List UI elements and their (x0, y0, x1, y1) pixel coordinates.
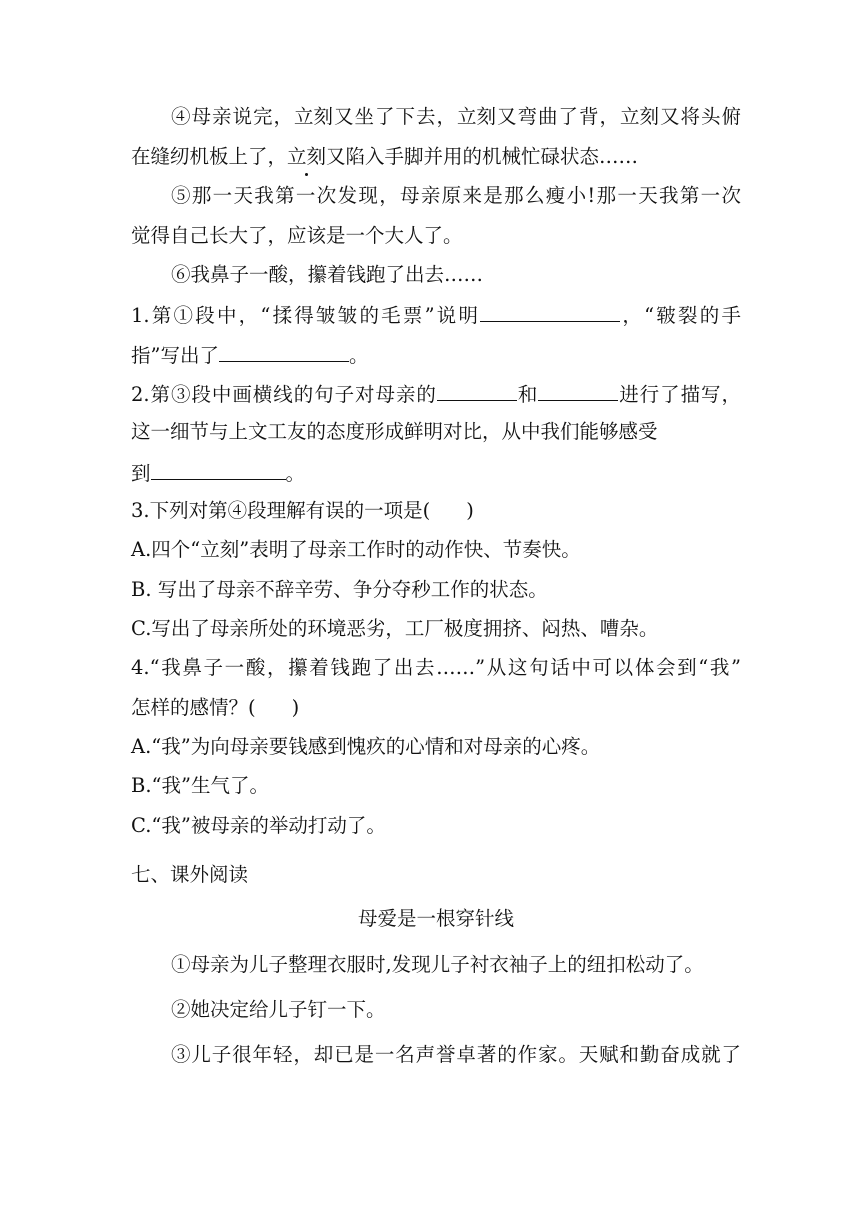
answer-blank[interactable] (219, 342, 349, 362)
text-run: ) (466, 499, 474, 522)
text-run: 指”写出了 (131, 344, 219, 367)
article-p2: ②她决定给儿子钉一下。 (171, 998, 386, 1021)
answer-blank[interactable] (538, 381, 618, 401)
question-3-option-a: A.四个“立刻”表明了母亲工作时的动作快、节奏快。 (131, 538, 581, 561)
text-run: 到 (131, 462, 151, 485)
emphasis-text: 立刻 (293, 105, 333, 128)
emphasis-text: 立刻 (287, 145, 327, 168)
text-run: 怎样的感情？( (131, 696, 256, 719)
question-4-option-a: A.“我”为向母亲要钱感到愧疚的心情和对母亲的心疼。 (131, 735, 601, 758)
question-4-stem-line1: 4.“我鼻子一酸，攥着钱跑了出去……”从这句话中可以体会到“我” (131, 656, 741, 679)
answer-blank[interactable] (437, 381, 517, 401)
text-run: 。 (285, 462, 306, 485)
passage-p4-line2 (131, 145, 741, 169)
text-run: 在缝纫机板上了， (131, 145, 288, 168)
text-run: 。 (348, 344, 369, 367)
section-7-heading: 七、课外阅读 (131, 863, 249, 886)
text-run: 又陷入手脚并用的机械忙碌状态…… (326, 145, 639, 168)
text-run: 3.下列对第④段理解有误的一项是( (131, 499, 431, 522)
emphasis-text: 立刻 (456, 105, 496, 128)
text-run: 又弯曲了背， (495, 105, 620, 128)
question-3-option-c: C.写出了母亲所处的环境恶劣，工厂极度拥挤、闷热、嘈杂。 (131, 617, 659, 640)
question-1-line1 (131, 302, 741, 326)
text-run: 和 (516, 383, 539, 405)
question-2-line2: 这一细节与上文工友的态度形成鲜明对比，从中我们能够感受 (131, 420, 658, 443)
text-run: 进行了描写， (618, 383, 741, 405)
question-4-stem-line2 (131, 696, 741, 720)
text-run: ) (291, 696, 300, 719)
question-2-line3 (131, 460, 741, 486)
question-2-line1 (131, 381, 741, 405)
question-3-option-b: B. 写出了母亲不辞辛劳、争分夺秒工作的状态。 (131, 578, 548, 601)
question-4-option-c: C.“我”被母亲的举动打动了。 (131, 814, 386, 837)
text-run: ④母亲说完， (171, 105, 294, 128)
article-p3: ③儿子很年轻，却已是一名声誉卓著的作家。天赋和勤奋成就了 (171, 1043, 741, 1066)
emphasis-text: 立刻 (619, 105, 659, 128)
article-p1: ①母亲为儿子整理衣服时,发现儿子衬衣袖子上的纽扣松动了。 (171, 953, 704, 976)
text-run: 又坐了下去， (333, 105, 457, 128)
text-run: ，“皲裂的手 (620, 304, 741, 326)
question-3-stem (131, 499, 741, 523)
question-1-line2 (131, 342, 741, 368)
passage-p6-line1: ⑥我鼻子一酸，攥着钱跑了出去…… (171, 263, 484, 286)
answer-blank[interactable] (151, 460, 286, 480)
passage-p4-line1 (171, 105, 741, 129)
emphasis-dot-2 (457, 105, 496, 129)
passage-p5-line1: ⑤那一天我第一次发现，母亲原来是那么瘦小!那一天我第一次 (171, 184, 741, 207)
passage-p5-line2: 觉得自己长大了，应该是一个大人了。 (131, 224, 463, 247)
text-run: 又将头俯 (658, 105, 741, 128)
emphasis-dot-3 (620, 105, 659, 129)
text-run: 1.第①段中，“揉得皱皱的毛票”说明 (131, 304, 481, 326)
article-title: 母爱是一根穿针线 (357, 907, 514, 930)
question-4-option-b: B.“我”生气了。 (131, 774, 269, 797)
emphasis-dot-4 (287, 145, 326, 169)
answer-blank[interactable] (480, 302, 620, 322)
emphasis-dot-1 (294, 105, 333, 129)
text-run: 2.第③段中画横线的句子对母亲的 (131, 383, 437, 405)
